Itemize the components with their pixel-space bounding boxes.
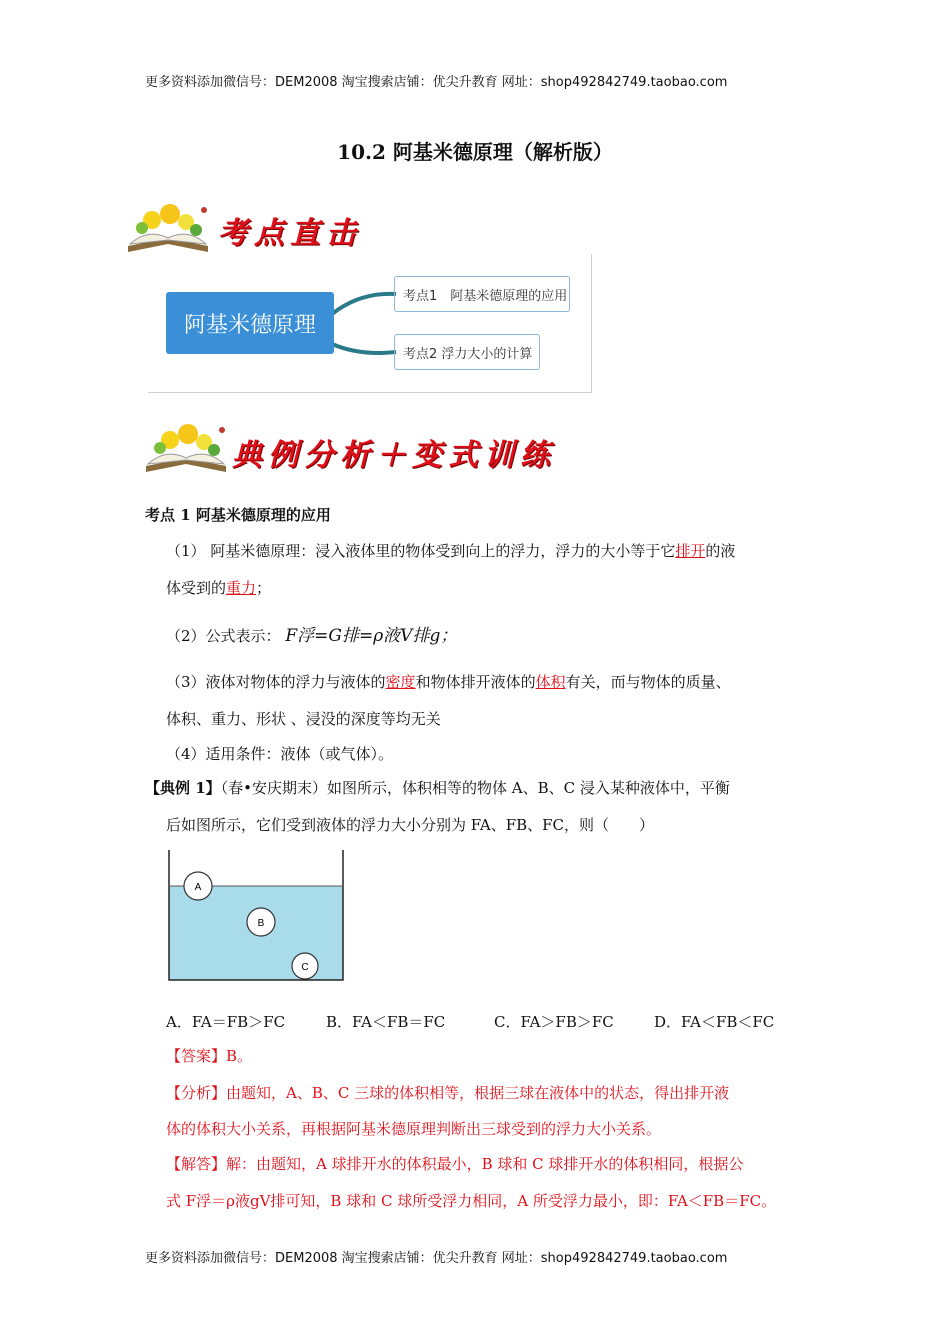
blank-answer: 重力 bbox=[226, 579, 257, 597]
option-c: C．FA＞FB＞FC bbox=[494, 1013, 614, 1031]
mindmap-branch-1: 考点1 阿基米德原理的应用 bbox=[394, 276, 570, 312]
mindmap-main-node: 阿基米德原理 bbox=[166, 292, 334, 354]
item-3-text: 和物体排开液体的 bbox=[415, 673, 536, 691]
ball-b-label: B bbox=[257, 918, 265, 929]
option-a: A．FA＝FB＞FC bbox=[166, 1013, 286, 1031]
item-1-line-2 bbox=[166, 577, 271, 599]
banner-examples bbox=[122, 418, 556, 478]
example-text: （春•安庆期末）如图所示，体积相等的物体 A、B、C 浸入某种液体中，平衡 bbox=[220, 779, 730, 797]
item-3-text: 有关，而与物体的质量、 bbox=[565, 673, 731, 691]
answer: 【答案】B。 bbox=[166, 1047, 253, 1065]
solution-line-1: 【解答】解：由题知，A 球排开水的体积最小，B 球和 C 球排开水的体积相同，根据公 bbox=[166, 1155, 744, 1173]
item-4: （4）适用条件：液体（或气体）。 bbox=[166, 745, 394, 763]
item-1-text: 的液 bbox=[705, 542, 736, 560]
banner-key-points bbox=[122, 198, 382, 258]
item-1-line-1 bbox=[166, 540, 735, 562]
blank-answer: 排开 bbox=[675, 542, 706, 560]
ball-a bbox=[184, 872, 212, 900]
option-d: D．FA＜FB＜FC bbox=[654, 1013, 775, 1031]
banner-examples-text: 典例分析＋变式训练 bbox=[232, 438, 556, 473]
mindmap-connectors bbox=[330, 280, 400, 360]
example-1-line-2: 后如图所示，它们受到液体的浮力大小分别为 FA、FB、FC，则（ ） bbox=[166, 816, 655, 834]
section-heading: 考点 1 阿基米德原理的应用 bbox=[145, 506, 331, 524]
example-1-line-1 bbox=[145, 777, 730, 799]
item-3-line-1 bbox=[166, 671, 731, 693]
example-label: 【典例 1】 bbox=[145, 779, 221, 797]
book-flower-icon bbox=[140, 418, 232, 478]
analysis-line-1: 【分析】由题知，A、B、C 三球的体积相等，根据三球在液体中的状态，得出排开液 bbox=[166, 1084, 730, 1102]
banner-key-points-text: 考点直击 bbox=[218, 216, 362, 251]
item-2-text: （2）公式表示： bbox=[166, 627, 281, 645]
ball-c bbox=[292, 953, 318, 979]
page-title: 10.2 阿基米德原理（解析版） bbox=[337, 140, 613, 164]
blank-answer: 密度 bbox=[385, 673, 416, 691]
option-b: B．FA＜FB＝FC bbox=[326, 1013, 446, 1031]
item-3-line-2: 体积、重力、形状 、浸没的深度等均无关 bbox=[166, 710, 441, 728]
item-1-text: ； bbox=[256, 579, 272, 597]
mindmap-branch-2: 考点2 浮力大小的计算 bbox=[394, 334, 540, 370]
item-1-text: 体受到的 bbox=[166, 579, 227, 597]
book-flower-icon bbox=[122, 198, 214, 258]
solution-line-2: 式 F浮＝ρ液gV排可知，B 球和 C 球所受浮力相同，A 所受浮力最小，即：FA＜FB＝FC。 bbox=[166, 1192, 777, 1210]
liquid-container-figure bbox=[166, 850, 348, 984]
formula: F浮=G排=ρ液V排g； bbox=[285, 626, 458, 646]
page-footer: 更多资料添加微信号：DEM2008 淘宝搜索店铺：优尖升教育 网址：shop492842749.taobao.com bbox=[145, 1251, 728, 1266]
item-1-text: （1） 阿基米德原理：浸入液体里的物体受到向上的浮力，浮力的大小等于它 bbox=[166, 542, 676, 560]
blank-answer: 体积 bbox=[535, 673, 566, 691]
item-3-text: （3）液体对物体的浮力与液体的 bbox=[166, 673, 386, 691]
item-2 bbox=[166, 625, 457, 647]
page-header: 更多资料添加微信号：DEM2008 淘宝搜索店铺：优尖升教育 网址：shop492842749.taobao.com bbox=[145, 75, 728, 90]
analysis-line-2: 体的体积大小关系，再根据阿基米德原理判断出三球受到的浮力大小关系。 bbox=[166, 1120, 662, 1138]
ball-a-label: A bbox=[194, 882, 202, 893]
ball-c-label: C bbox=[301, 962, 309, 973]
ball-b bbox=[247, 908, 275, 936]
